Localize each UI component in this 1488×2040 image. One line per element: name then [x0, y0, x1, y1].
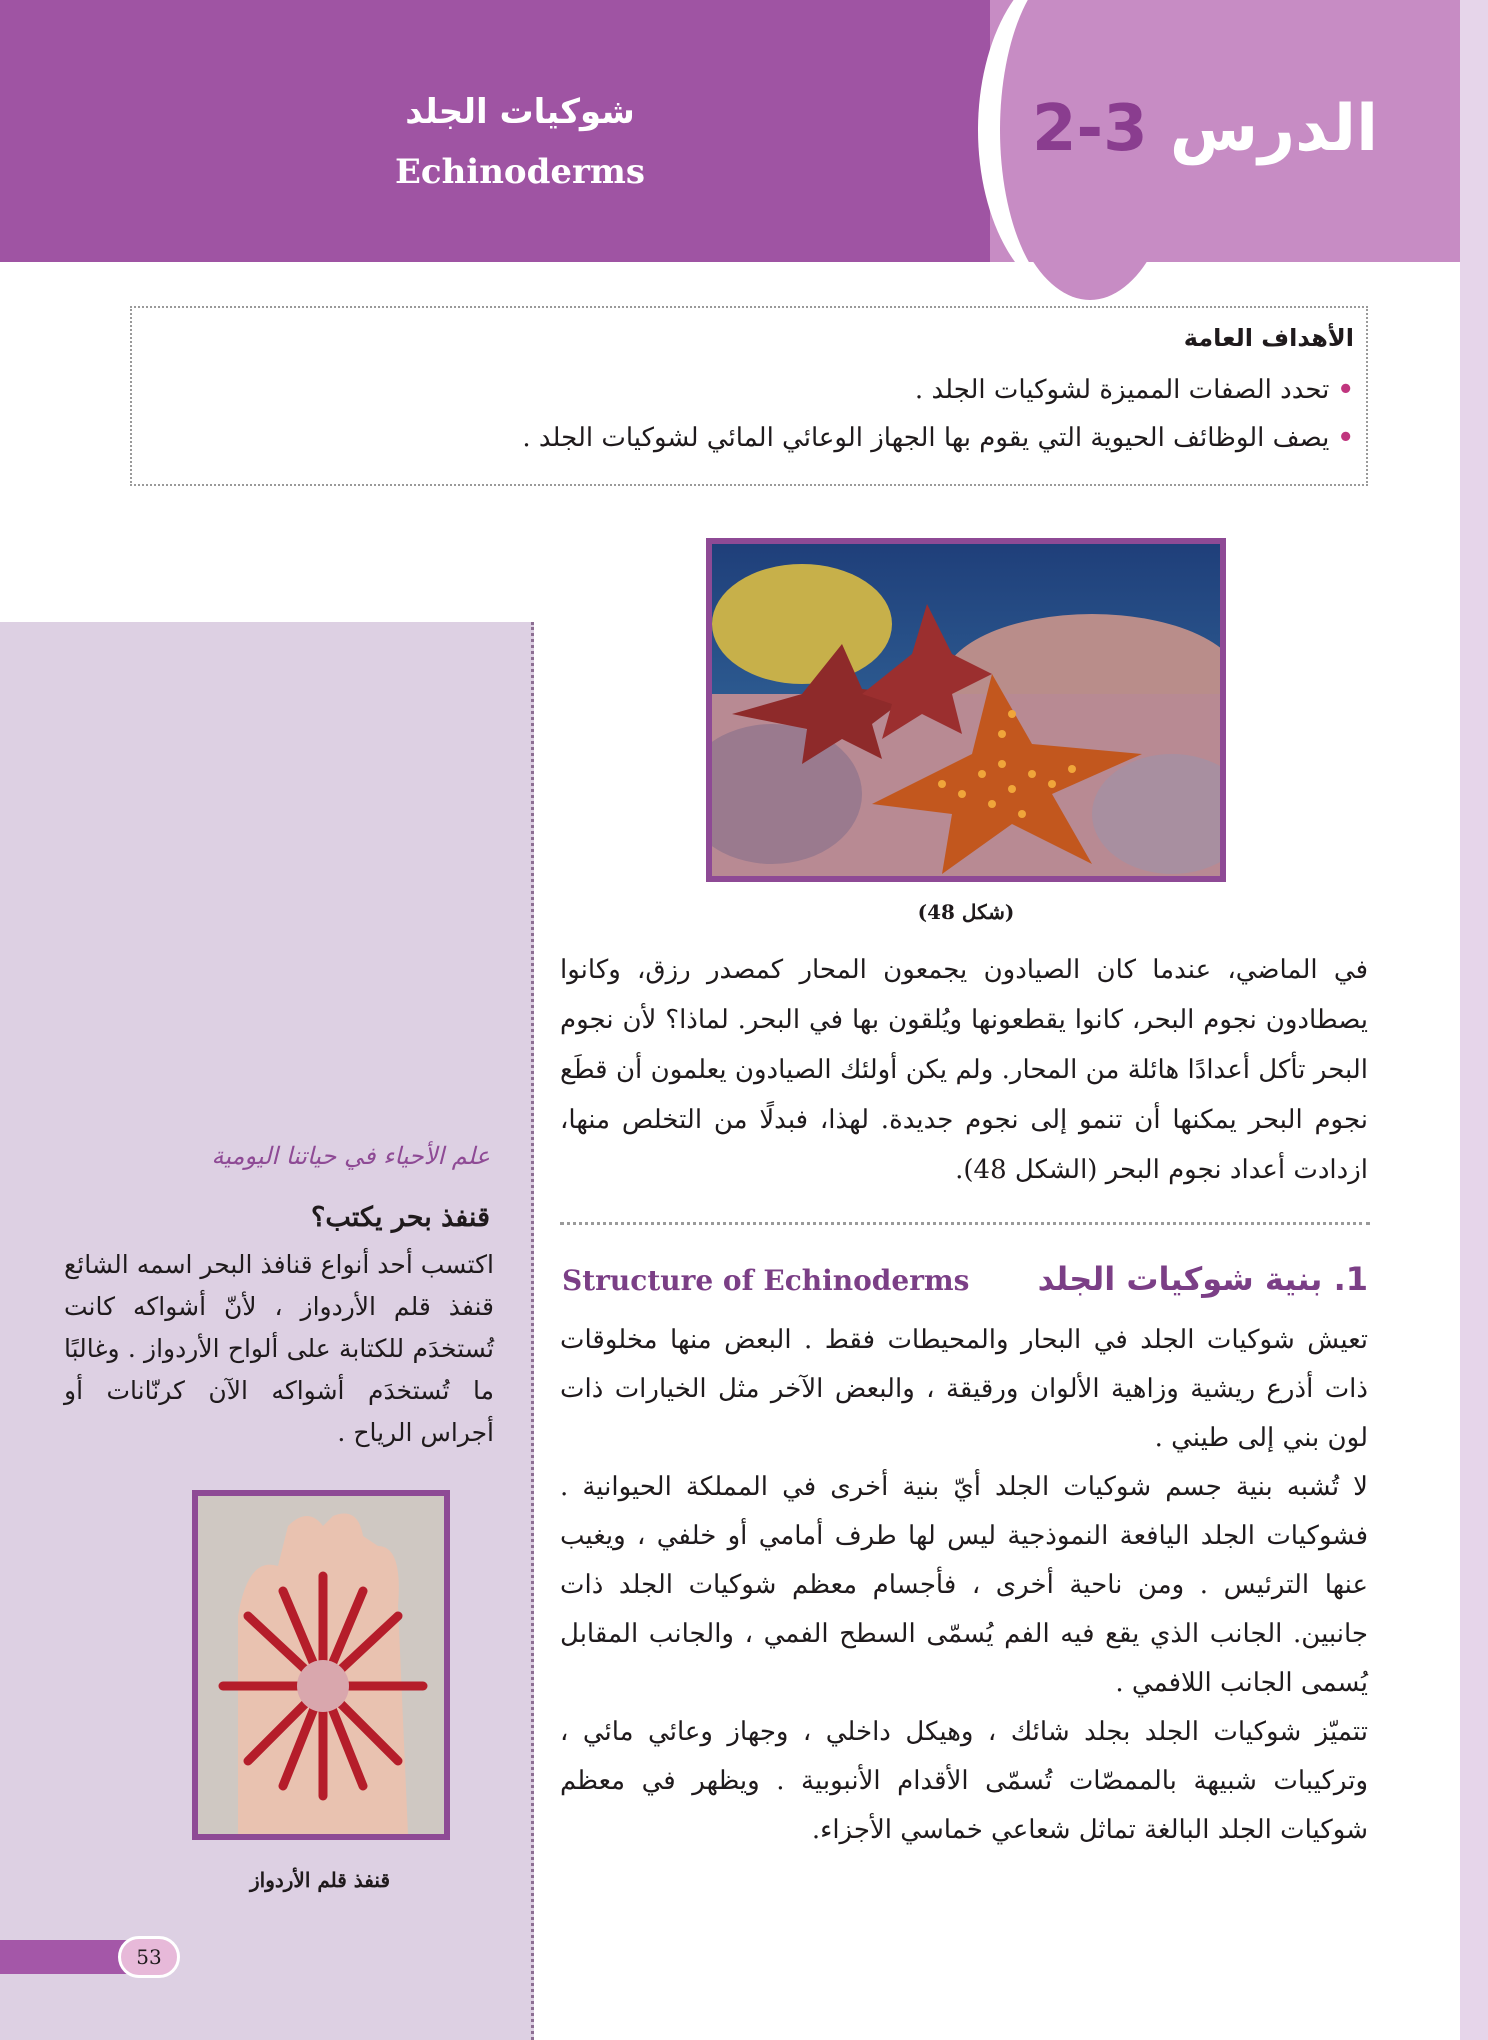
- body-paragraph: تتميّز شوكيات الجلد بجلد شائك ، وهيكل داخلي ، وجهاز وعائي مائي ، وتركيبات شبيهة بالممصّات تُسمّى الأقدام الأنبوبية . ويظهر في معظم شوكيات الجلد البالغة تماثل شعاعي خماسي الأجزاء.: [560, 1717, 1368, 1845]
- sidebar-body: اكتسب أحد أنواع قنافذ البحر اسمه الشائع قنفذ قلم الأردواز ، لأنّ أشواكه كانت تُستخدَم للكتابة على ألواح الأردواز . وغالبًا ما تُستخدَم أشواكه الآن كرنّانات أو أجراس الرياح .: [64, 1250, 494, 1447]
- starfish-reef-illustration: [712, 544, 1220, 876]
- sea-urchin-illustration: [198, 1496, 444, 1834]
- section-divider: [560, 1222, 1370, 1225]
- lesson-word: الدرس: [1169, 92, 1378, 166]
- page-number: 53: [118, 1936, 180, 1978]
- body-paragraph: تعيش شوكيات الجلد في البحار والمحيطات فقط . البعض منها مخلوقات ذات أذرع ريشية وزاهية الألوان ورقيقة ، والبعض الآخر مثل الخيارات ذات لون بني إلى طيني .: [560, 1325, 1368, 1453]
- bullet-icon: •: [1337, 375, 1354, 405]
- intro-paragraph: في الماضي، عندما كان الصيادون يجمعون المحار كمصدر رزق، وكانوا يصطادون نجوم البحر، كانوا يقطعونها ويُلقون بها في البحر. لماذا؟ لأن نجوم البحر تأكل أعدادًا هائلة من المحار. ولم يكن أولئك الصيادون يعلمون أن قطَع نجوم البحر يمكنها أن تنمو إلى نجوم جديدة. لهذا، فبدلًا من التخلص منها، ازدادت أعداد نجوم البحر (الشكل 48).: [560, 955, 1368, 1185]
- bullet-icon: •: [1337, 423, 1354, 453]
- sidebar-photo-caption: قنفذ قلم الأردواز: [249, 1868, 391, 1892]
- sidebar-heading: قنفذ بحر يكتب؟: [311, 1202, 490, 1233]
- sidebar-title: علم الأحياء في حياتنا اليومية: [211, 1142, 490, 1170]
- page-number-bar: [0, 1940, 130, 1974]
- lesson-title-arabic: شوكيات الجلد: [405, 92, 635, 132]
- sea-urchin-photo: [192, 1490, 450, 1840]
- objective-item: •تحدد الصفات المميزة لشوكيات الجلد .: [914, 375, 1354, 405]
- figure-caption: (شكل 48): [917, 900, 1015, 924]
- section-body: [560, 1316, 1368, 1855]
- objectives-heading: الأهداف العامة: [1183, 324, 1354, 352]
- lesson-title-english: Echinoderms: [394, 152, 646, 192]
- starfish-photo: [706, 538, 1226, 882]
- section-heading-arabic: 1. بنية شوكيات الجلد: [1037, 1260, 1368, 1298]
- page-edge-strip: [1460, 0, 1488, 2040]
- lesson-number: 3-2: [1032, 92, 1148, 166]
- lesson-label: [1032, 92, 1378, 166]
- body-paragraph: لا تُشبه بنية جسم شوكيات الجلد أيّ بنية أخرى في المملكة الحيوانية . فشوكيات الجلد اليافعة النموذجية ليس لها طرف أمامي أو خلفي ، ويغيب عنها الترئيس . ومن ناحية أخرى ، فأجسام معظم شوكيات الجلد ذات جانبين. الجانب الذي يقع فيه الفم يُسمّى السطح الفمي ، والجانب المقابل يُسمى الجانب اللافمي .: [560, 1472, 1368, 1698]
- section-heading-english: Structure of Echinoderms: [562, 1264, 970, 1297]
- objectives-box: [130, 306, 1368, 486]
- objective-item: •يصف الوظائف الحيوية التي يقوم بها الجهاز الوعائي المائي لشوكيات الجلد .: [522, 423, 1354, 453]
